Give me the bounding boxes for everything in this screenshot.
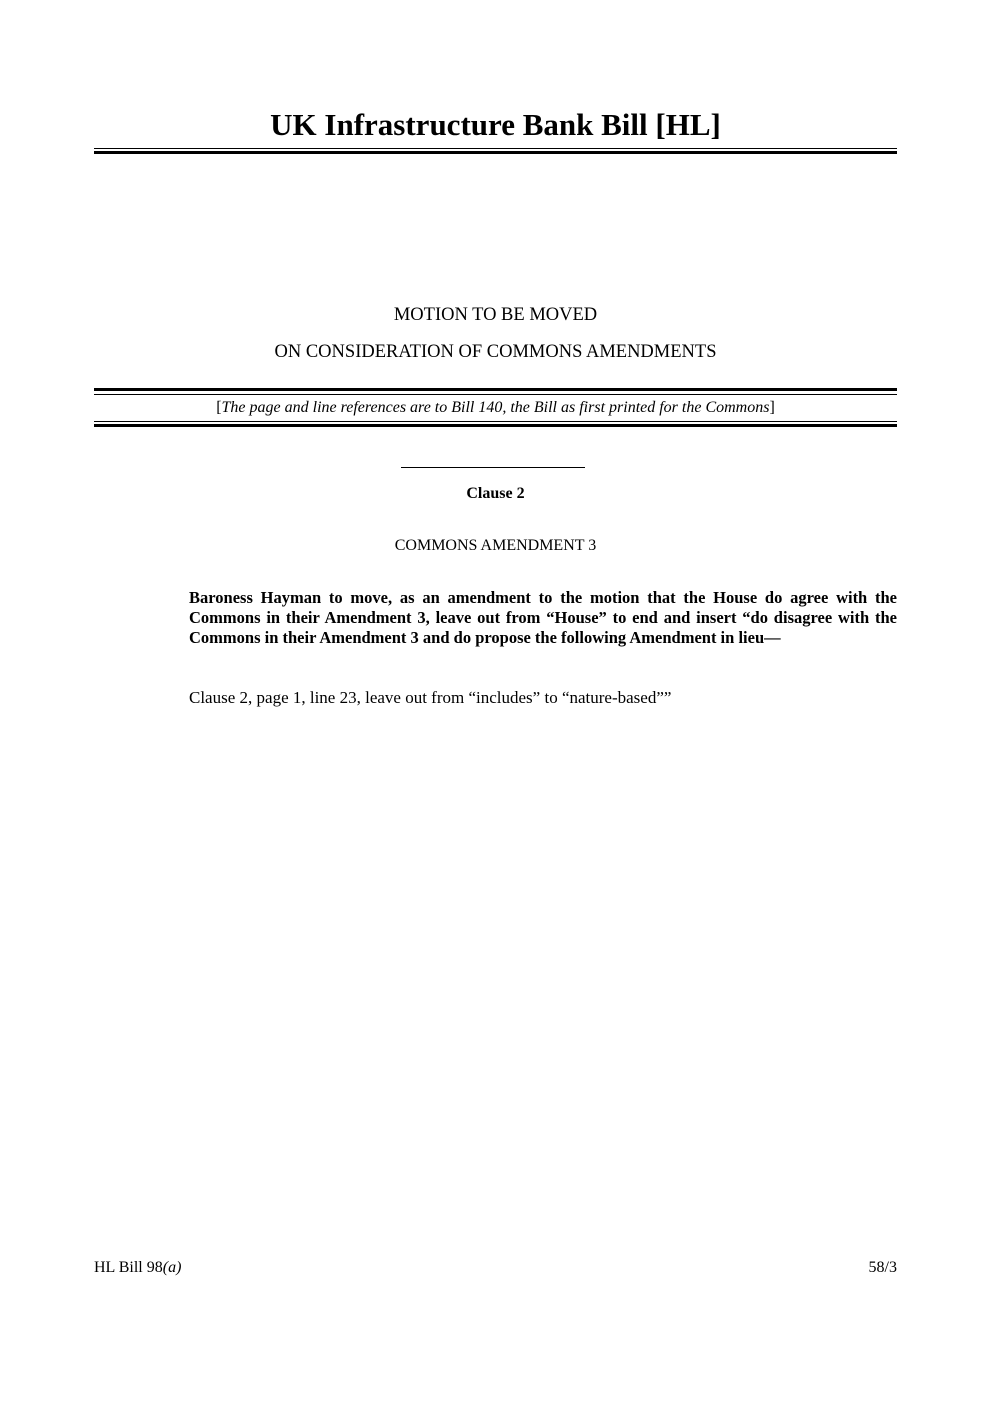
bill-prefix: HL Bill 98 [94,1259,163,1276]
references-text: The page and line references are to Bill 140, the Bill as first printed for the Commons [221,399,770,416]
motion-heading-2: ON CONSIDERATION OF COMMONS AMENDMENTS [274,342,717,362]
bill-suffix: (a) [162,1259,182,1276]
amendment-text: Clause 2, page 1, line 23, leave out from “includes” to “nature-based”” [189,688,672,707]
commons-amendment-heading: COMMONS AMENDMENT 3 [394,537,597,554]
refs-rule-top-thick [94,388,897,391]
refs-rule-bottom-thin [94,421,897,422]
page-line-references [94,399,897,417]
section-divider [401,467,585,468]
bill-title: UK Infrastructure Bank Bill [HL] [270,107,721,142]
motion-text: Baroness Hayman to move, as an amendment to the motion that the House do agree with the Commons in their Amendment 3, leave out from “House” to end and insert “do disagree with the Commons in their Amendment 3 and do propose the following Amendment in lieu— [189,588,897,647]
bracket-close: ] [769,399,775,416]
title-rule-thick [94,151,897,154]
bracket-open: [ [216,399,222,416]
refs-rule-bottom-thick [94,424,897,427]
title-rule-thin [94,148,897,149]
refs-rule-top-thin [94,394,897,395]
footer-reference: 58/3 [868,1259,897,1276]
footer-bill-number [94,1259,181,1277]
clause-heading: Clause 2 [466,485,525,502]
motion-heading-1: MOTION TO BE MOVED [393,305,598,325]
